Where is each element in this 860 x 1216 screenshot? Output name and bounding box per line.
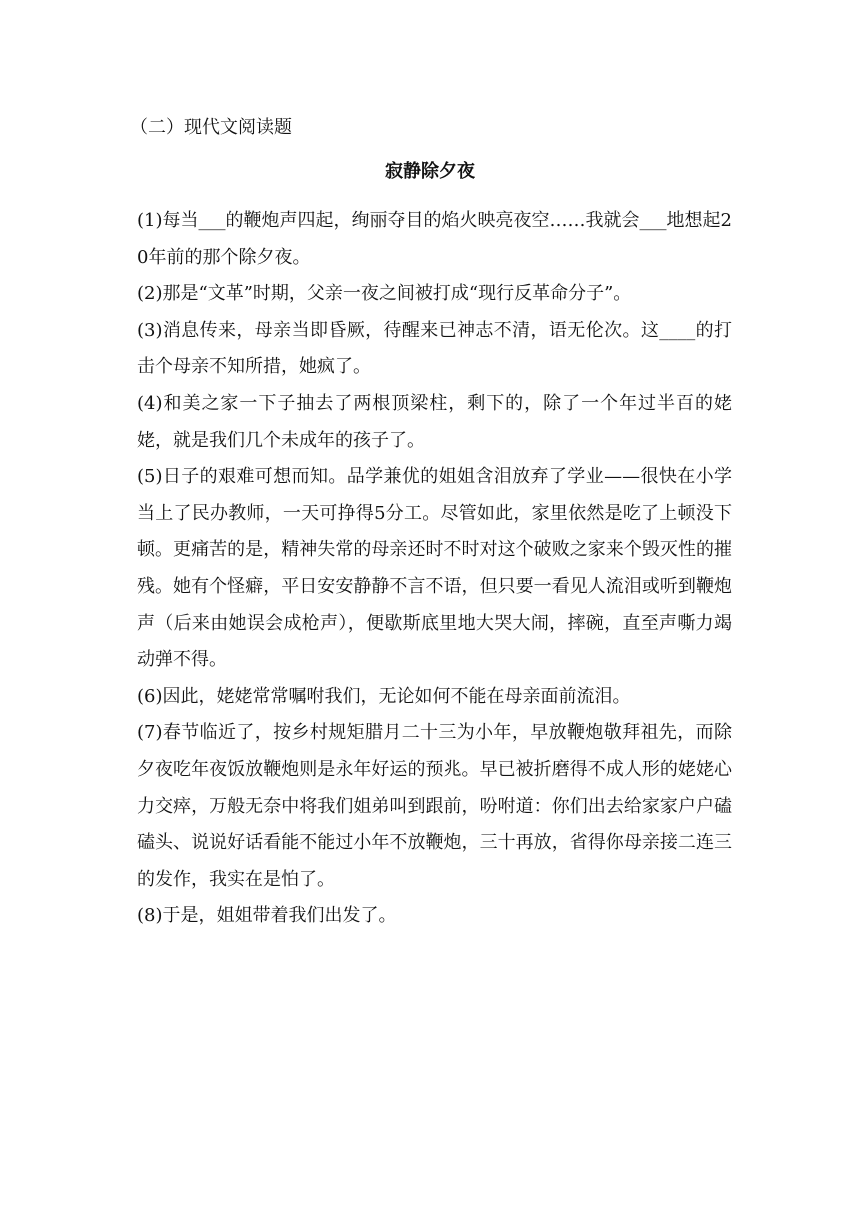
section-heading: （二）现代文阅读题 xyxy=(130,117,292,138)
paragraph-1: (1)每当___的鞭炮声四起，绚丽夺目的焰火映亮夜空……我就会___地想起20年前的那个除夕夜。 xyxy=(137,210,732,268)
paragraph-7: (7)春节临近了，按乡村规矩腊月二十三为小年，早放鞭炮敬拜祖先，而除夕夜吃年夜饭放鞭炮则是永年好运的预兆。早已被折磨得不成人形的姥姥心力交瘁，万般无奈中将我们姐弟叫到跟前，吩咐道：你们出去给家家户户磕磕头、说说好话看能不能过小年不放鞭炮，三十再放，省得你母亲接二连三的发作，我实在是怕了。 xyxy=(137,722,732,890)
article-title: 寂静除夕夜 xyxy=(385,161,475,182)
paragraph-4: (4)和美之家一下子抽去了两根顶梁柱，剩下的，除了一个年过半百的姥姥，就是我们几个未成年的孩子了。 xyxy=(137,392,732,451)
paragraph-2: (2)那是“文革”时期，父亲一夜之间被打成“现行反革命分子”。 xyxy=(137,283,632,305)
paragraph-3: (3)消息传来，母亲当即昏厥，待醒来已神志不清，语无伦次。这____的打击个母亲不知所措，她疯了。 xyxy=(137,319,732,378)
paragraph-8: (8)于是，姐姐带着我们出发了。 xyxy=(137,905,397,927)
article-body xyxy=(130,203,732,935)
paragraph-5: (5)日子的艰难可想而知。品学兼优的姐姐含泪放弃了学业——很快在小学当上了民办教师，一天可挣得5分工。尽管如此，家里依然是吃了上顿没下顿。更痛苦的是，精神失常的母亲还时不时对这个破败之家来个毁灭性的摧残。她有个怪癖，平日安安静静不言不语，但只要一看见人流泪或听到鞭炮声（后来由她误会成枪声），便歇斯底里地大哭大闹，摔碗，直至声嘶力竭动弹不得。 xyxy=(137,466,732,671)
paragraph-6: (6)因此，姥姥常常嘱咐我们，无论如何不能在母亲面前流泪。 xyxy=(137,685,631,707)
